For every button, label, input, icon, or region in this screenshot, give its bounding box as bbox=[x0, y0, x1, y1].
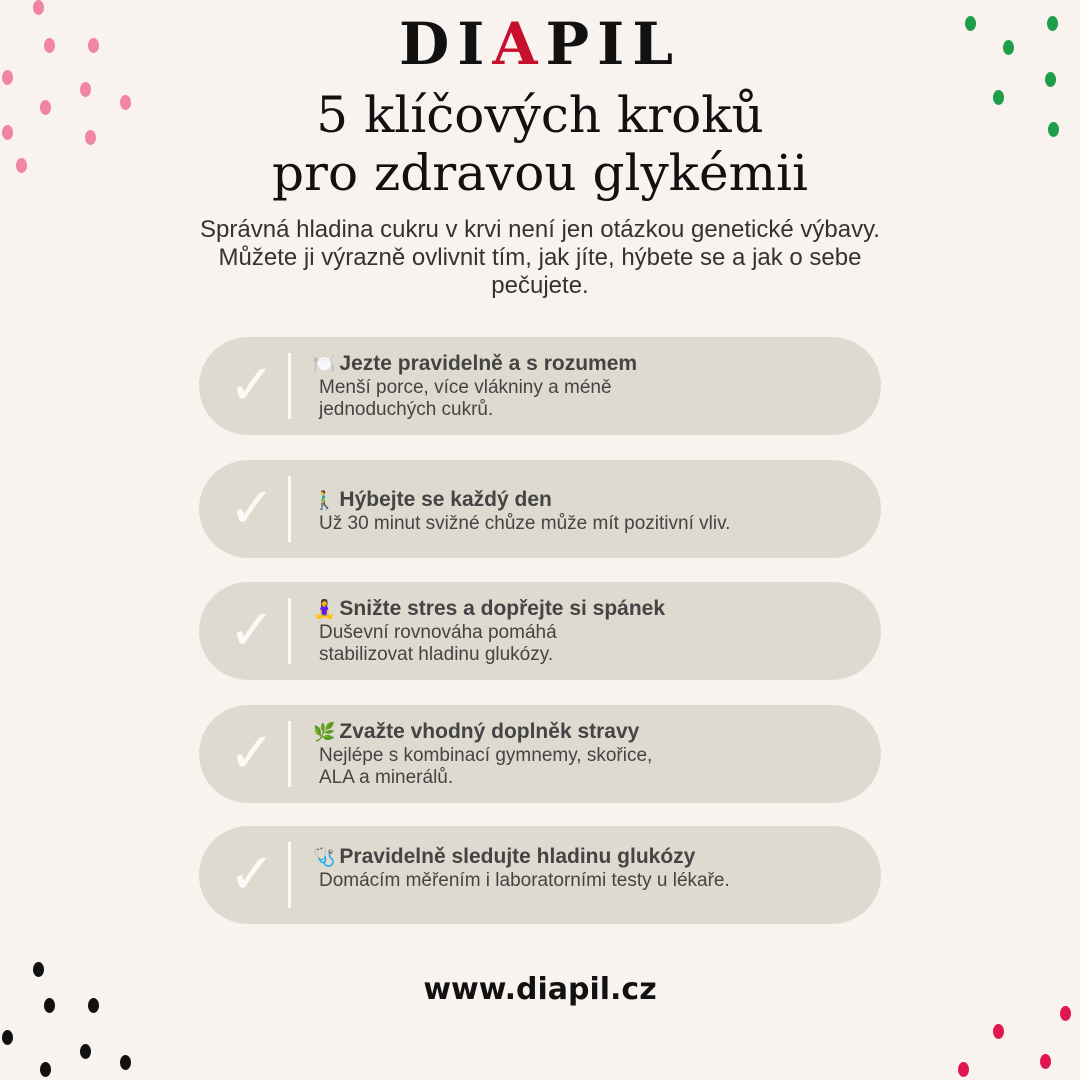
step-card-5 bbox=[199, 826, 881, 924]
step-heading-text: Snižte stres a dopřejte si spánek bbox=[339, 597, 666, 620]
card-divider bbox=[288, 721, 291, 787]
step-description: Už 30 minut svižné chůze může mít pozitivní vliv. bbox=[319, 513, 731, 534]
step-card-4 bbox=[199, 705, 881, 803]
step-card-3 bbox=[199, 582, 881, 680]
step-heading-text: Zvažte vhodný doplněk stravy bbox=[339, 720, 640, 743]
step-heading-text: Pravidelně sledujte hladinu glukózy bbox=[339, 845, 696, 868]
website-link[interactable]: www.diapil.cz bbox=[423, 972, 657, 1007]
step-description: Duševní rovnováha pomáhá stabilizovat hladinu glukózy. bbox=[319, 622, 557, 665]
logo-drop-letter: A bbox=[492, 10, 546, 78]
step-heading bbox=[313, 596, 861, 622]
card-divider bbox=[288, 598, 291, 664]
logo-text-right: PIL bbox=[545, 10, 681, 78]
logo-text-left: DI bbox=[399, 10, 493, 78]
herb-icon: 🌿 bbox=[313, 722, 336, 742]
step-card-1 bbox=[199, 337, 881, 435]
title-line-1: 5 klíčových kroků bbox=[316, 86, 764, 144]
cutlery-icon: 🍽️ bbox=[313, 354, 336, 374]
step-card-2 bbox=[199, 460, 881, 558]
meditating-woman-icon: 🧘‍♀️ bbox=[313, 599, 336, 619]
check-icon: ✓ bbox=[228, 598, 276, 663]
step-heading-text: Hýbejte se každý den bbox=[339, 488, 552, 511]
check-icon: ✓ bbox=[228, 721, 276, 786]
step-heading bbox=[313, 844, 861, 870]
step-heading bbox=[313, 719, 861, 745]
stethoscope-icon: 🩺 bbox=[313, 847, 336, 867]
step-description: Nejlépe s kombinací gymnemy, skořice, ALA a minerálů. bbox=[319, 745, 653, 788]
page-title bbox=[0, 86, 1080, 202]
card-divider bbox=[288, 476, 291, 542]
step-description: Menší porce, více vlákniny a méně jednoduchých cukrů. bbox=[319, 377, 612, 420]
card-divider bbox=[288, 842, 291, 908]
brand-logo bbox=[0, 10, 1080, 78]
step-heading bbox=[313, 487, 861, 513]
title-line-2: pro zdravou glykémii bbox=[272, 144, 808, 202]
step-heading bbox=[313, 351, 861, 377]
check-icon: ✓ bbox=[228, 476, 276, 541]
check-icon: ✓ bbox=[228, 353, 276, 418]
walking-man-icon: 🚶‍♂️ bbox=[313, 490, 336, 510]
card-divider bbox=[288, 353, 291, 419]
step-description: Domácím měřením i laboratorními testy u lékaře. bbox=[319, 870, 730, 891]
step-heading-text: Jezte pravidelně a s rozumem bbox=[339, 352, 638, 375]
check-icon: ✓ bbox=[228, 842, 276, 907]
intro-paragraph: Správná hladina cukru v krvi není jen otázkou genetické výbavy. Můžete ji výrazně ovlivnit tím, jak jíte, hýbete se a jak o sebe pečujete. bbox=[200, 216, 880, 299]
